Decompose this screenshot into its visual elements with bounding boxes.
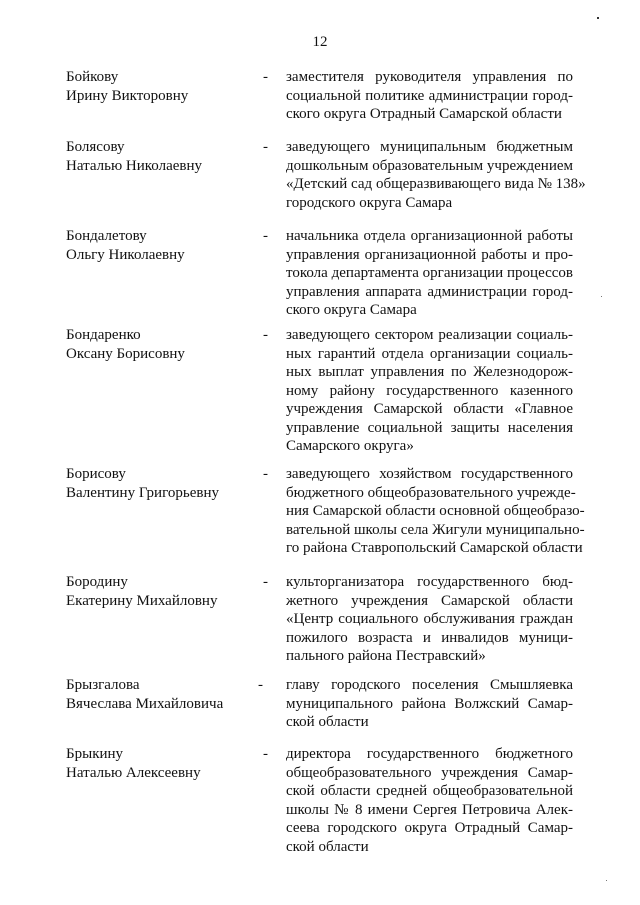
given-names: Наталью Николаевну <box>66 157 203 174</box>
desc-line: сеева городского округа Отрадный Самар- <box>286 820 573 836</box>
dash: - <box>263 746 268 762</box>
dash: - <box>263 69 268 85</box>
desc-line: Самарского округа» <box>286 438 414 454</box>
given-names: Ирину Викторовну <box>66 87 189 104</box>
surname: Брыкину <box>66 746 124 762</box>
surname: Болясову <box>66 139 125 155</box>
desc-line: директора государственного бюджетного <box>286 746 573 762</box>
desc-line: заведующего муниципальным бюджетным <box>286 139 573 155</box>
position-description <box>286 676 573 732</box>
surname: Бондалетову <box>66 228 147 244</box>
desc-line: учреждения Самарской области «Главное <box>286 401 573 417</box>
desc-line: заведующего хозяйством государственного <box>286 466 573 482</box>
desc-line: вательной школы села Жигули муниципально- <box>286 521 585 538</box>
position-description <box>286 465 585 558</box>
surname: Бородину <box>66 574 128 590</box>
dash: - <box>258 677 263 693</box>
desc-line: ской области <box>286 838 369 855</box>
desc-line: пожилого возраста и инвалидов муници- <box>286 629 573 646</box>
position-description <box>286 326 573 456</box>
desc-line: «Детский сад общеразвивающего вида № 138» <box>286 176 586 192</box>
desc-line: ской области средней общеобразовательной <box>286 783 573 799</box>
desc-line: общеобразовательного учреждения Самар- <box>286 764 573 781</box>
desc-line: ному району государственного казенного <box>286 382 573 399</box>
surname: Борисову <box>66 466 126 482</box>
desc-line: городского округа Самара <box>286 194 453 211</box>
desc-line: жетного учреждения Самарской области <box>286 592 573 609</box>
desc-line: го района Ставропольский Самарской области <box>286 540 583 556</box>
person-name <box>66 573 256 610</box>
given-names: Екатерину Михайловну <box>66 592 218 609</box>
dash: - <box>263 466 268 482</box>
person-name <box>66 138 256 175</box>
desc-line: «Центр социального обслуживания граждан <box>286 611 573 627</box>
person-name <box>66 465 256 502</box>
scan-speck <box>606 880 607 881</box>
desc-line: управление социальной защиты населения <box>286 419 573 436</box>
dash: - <box>263 327 268 343</box>
desc-line: школы № 8 имени Сергея Петровича Алек- <box>286 801 573 818</box>
scan-speck <box>601 296 602 297</box>
desc-line: ния Самарской области основной общеобразо- <box>286 503 585 519</box>
desc-line: ных выплат управления по Железнодорож- <box>286 364 573 380</box>
desc-line: культорганизатора государственного бюд- <box>286 574 573 590</box>
desc-line: начальника отдела организационной работы <box>286 228 573 244</box>
position-description <box>286 68 573 124</box>
dash: - <box>263 139 268 155</box>
surname: Брызгалова <box>66 677 140 693</box>
desc-line: дошкольным образовательным учреждением <box>286 157 573 174</box>
desc-line: ского округа Отрадный Самарской области <box>286 106 562 122</box>
person-name <box>66 326 256 363</box>
page-number: 12 <box>312 34 328 50</box>
person-name <box>66 745 256 782</box>
person-name <box>66 676 256 713</box>
desc-line: пального района Пестравский» <box>286 648 486 664</box>
dash: - <box>263 574 268 590</box>
desc-line: социальной политике администрации город- <box>286 87 573 104</box>
position-description <box>286 745 573 856</box>
given-names: Оксану Борисовну <box>66 345 185 362</box>
position-description <box>286 138 586 212</box>
surname: Бойкову <box>66 69 119 85</box>
desc-line: токола департамента организации процессов <box>286 265 573 281</box>
dash: - <box>263 228 268 244</box>
desc-line: главу городского поселения Смышляевка <box>286 677 573 693</box>
desc-line: ных гарантий отдела организации социаль- <box>286 345 573 362</box>
given-names: Валентину Григорьевну <box>66 484 219 501</box>
position-description <box>286 573 573 666</box>
desc-line: заместителя руководителя управления по <box>286 69 573 85</box>
scan-speck <box>597 17 599 19</box>
position-description <box>286 227 573 320</box>
person-name <box>66 227 256 264</box>
desc-line: бюджетного общеобразовательного учрежде- <box>286 484 576 501</box>
surname: Бондаренко <box>66 327 141 343</box>
given-names: Ольгу Николаевну <box>66 246 185 263</box>
desc-line: муниципального района Волжский Самар- <box>286 695 573 712</box>
desc-line: управления аппарата администрации город- <box>286 283 573 300</box>
desc-line: заведующего сектором реализации социаль- <box>286 327 573 343</box>
desc-line: ской области <box>286 714 369 730</box>
person-name <box>66 68 256 105</box>
desc-line: ского округа Самара <box>286 302 417 318</box>
given-names: Вячеслава Михайловича <box>66 695 224 712</box>
given-names: Наталью Алексеевну <box>66 764 201 781</box>
desc-line: управления организационной работы и про- <box>286 246 573 263</box>
